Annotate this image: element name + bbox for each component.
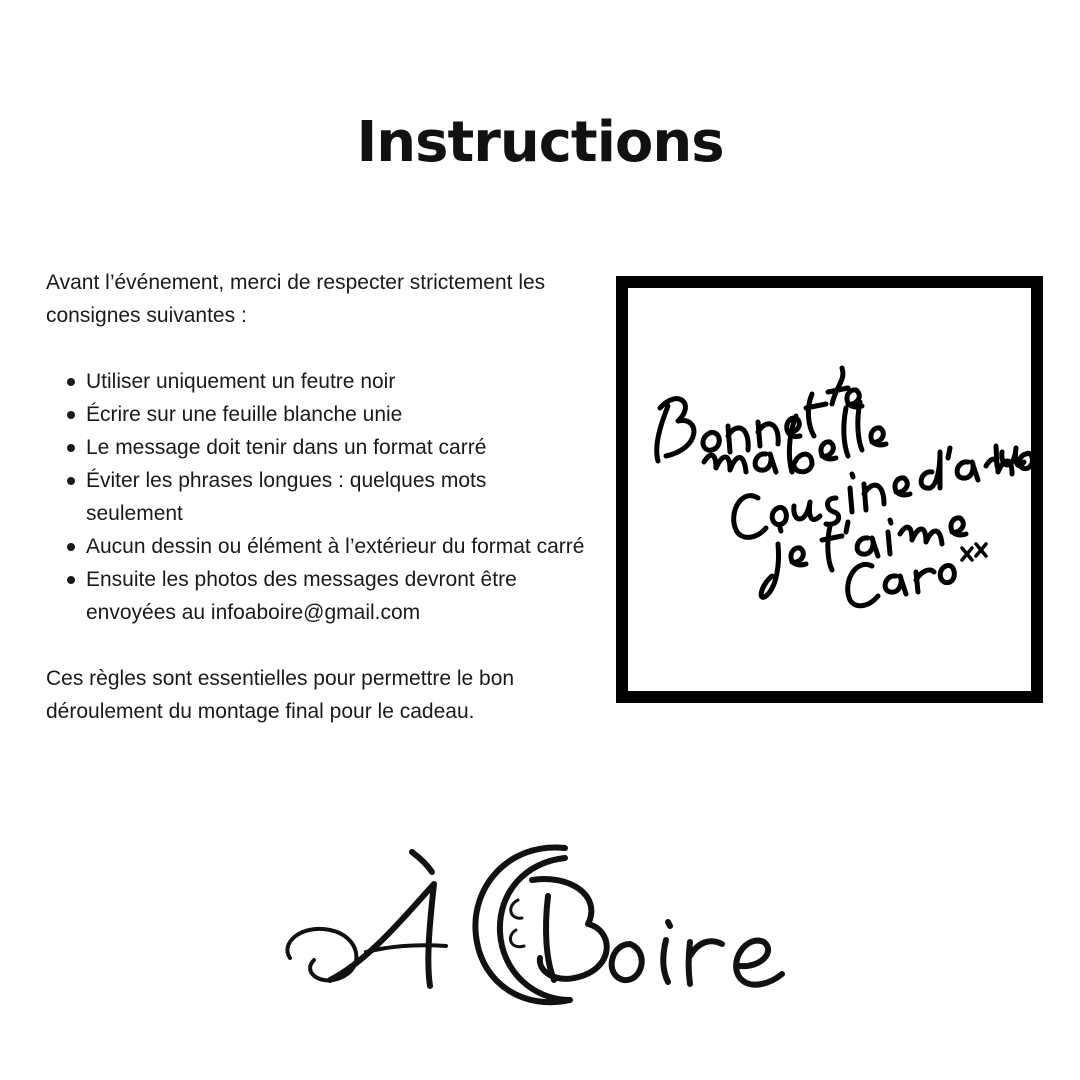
logo-moon-emblem [475, 847, 606, 1002]
rule-item: Le message doit tenir dans un format carré [46, 431, 586, 464]
card-paper [628, 288, 1031, 691]
logo-word-oire [612, 922, 782, 985]
intro-text: Avant l’événement, merci de respecter strictement les consignes suivantes : [46, 271, 546, 327]
rule-item: Écrire sur une feuille blanche unie [46, 398, 586, 431]
rule-item: Utiliser uniquement un feutre noir [46, 365, 586, 398]
page-title: Instructions [356, 110, 724, 175]
rule-item: Ensuite les photos des messages devront être envoyées au infoaboire@gmail.com [46, 563, 586, 629]
rule-item: Aucun dessin ou élément à l’extérieur du format carré [46, 530, 586, 563]
instructions-body [46, 266, 586, 728]
rule-item: Éviter les phrases longues : quelques mots seulement [46, 464, 586, 530]
spacer [46, 332, 586, 365]
spacer [46, 629, 586, 662]
closing-text: Ces règles sont essentielles pour permettre le bon déroulement du montage final pour le cadeau. [46, 667, 515, 723]
rules-list [46, 365, 586, 629]
brand-logo [270, 840, 800, 1020]
logo-letter-a [287, 884, 446, 986]
example-message-card [616, 276, 1043, 703]
logo-accent-mark [412, 852, 432, 872]
